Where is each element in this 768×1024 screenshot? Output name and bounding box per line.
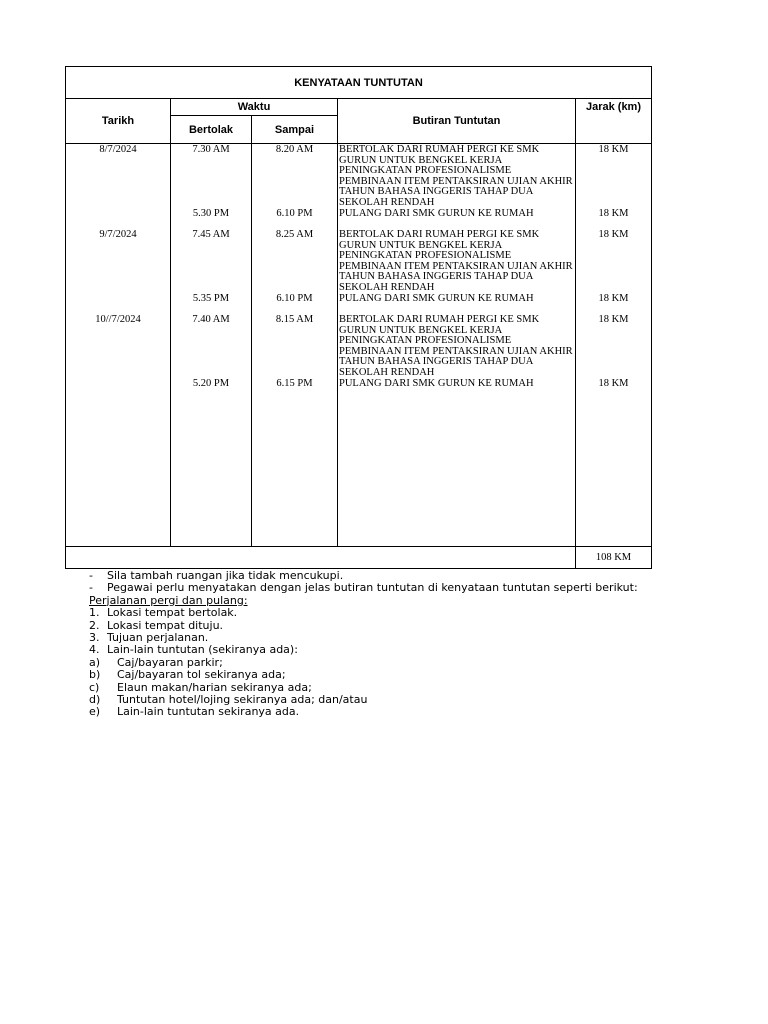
- row-arrive-time: 8.25 AM: [275, 229, 314, 240]
- row-depart-time: 7.30 AM: [192, 144, 230, 155]
- note-lettered-item: d) Tuntutan hotel/lojing sekiranya ada; dan/atau: [89, 693, 368, 707]
- row-depart-time: 7.40 AM: [192, 314, 230, 325]
- row-details: PULANG DARI SMK GURUN KE RUMAH: [339, 208, 534, 219]
- claim-notes: [89, 570, 689, 719]
- row-arrive-time: 6.10 PM: [276, 293, 313, 304]
- row-date: 9/7/2024: [99, 229, 137, 240]
- row-distance: 18 KM: [598, 229, 629, 240]
- total-label-cell: [66, 547, 576, 569]
- row-details: PULANG DARI SMK GURUN KE RUMAH: [339, 293, 534, 304]
- row-details: BERTOLAK DARI RUMAH PERGI KE SMK GURUN UNTUK BENGKEL KERJA PENINGKATAN PROFESIONALISME PEMBINAAN ITEM PENTAKSIRAN UJIAN AKHIR TAHUN BAHASA INGGERIS TAHAP DUA SEKOLAH RENDAH: [339, 144, 573, 208]
- table-title: KENYATAAN TUNTUTAN: [66, 67, 652, 99]
- note-lettered-item: b) Caj/bayaran tol sekiranya ada;: [89, 668, 286, 682]
- row-depart-time: 5.30 PM: [192, 208, 230, 219]
- row-distance: 18 KM: [598, 314, 629, 325]
- note-numbered-item: 3. Tujuan perjalanan.: [89, 631, 209, 645]
- header-waktu: Waktu: [171, 99, 338, 116]
- row-date: 8/7/2024: [99, 144, 137, 155]
- row-details: BERTOLAK DARI RUMAH PERGI KE SMK GURUN UNTUK BENGKEL KERJA PENINGKATAN PROFESIONALISME PEMBINAAN ITEM PENTAKSIRAN UJIAN AKHIR TAHUN BAHASA INGGERIS TAHAP DUA SEKOLAH RENDAH: [339, 314, 573, 378]
- row-arrive-time: 6.10 PM: [276, 208, 313, 219]
- note-numbered-item: 1. Lokasi tempat bertolak.: [89, 606, 238, 620]
- row-distance: 18 KM: [598, 144, 629, 155]
- note-lettered-item: c) Elaun makan/harian sekiranya ada;: [89, 680, 312, 694]
- row-arrive-time: 6.15 PM: [276, 378, 313, 389]
- distance-column: [576, 144, 652, 547]
- row-arrive-time: 8.15 AM: [275, 314, 314, 325]
- row-arrive-time: 8.20 AM: [275, 144, 314, 155]
- row-distance: 18 KM: [598, 378, 629, 389]
- header-sampai: Sampai: [252, 116, 338, 144]
- depart-column: [171, 144, 252, 547]
- note-bullet: - Pegawai perlu menyatakan dengan jelas butiran tuntutan di kenyataan tuntutan seperti berikut:: [89, 581, 638, 595]
- note-lettered-item: e) Lain-lain tuntutan sekiranya ada.: [89, 705, 300, 719]
- details-column: [338, 144, 576, 547]
- row-distance: 18 KM: [598, 208, 629, 219]
- row-depart-time: 7.45 AM: [192, 229, 230, 240]
- row-date: 10//7/2024: [95, 314, 141, 325]
- header-jarak: Jarak (km): [576, 99, 652, 144]
- row-details: BERTOLAK DARI RUMAH PERGI KE SMK GURUN UNTUK BENGKEL KERJA PENINGKATAN PROFESIONALISME PEMBINAAN ITEM PENTAKSIRAN UJIAN AKHIR TAHUN BAHASA INGGERIS TAHAP DUA SEKOLAH RENDAH: [339, 229, 573, 293]
- arrive-column: [252, 144, 338, 547]
- claim-statement-table: [65, 66, 652, 569]
- date-column: [66, 144, 171, 547]
- note-subheading: Perjalanan pergi dan pulang:: [89, 593, 248, 607]
- note-bullet: - Sila tambah ruangan jika tidak mencukupi.: [89, 569, 344, 582]
- header-butiran: Butiran Tuntutan: [338, 99, 576, 144]
- row-details: PULANG DARI SMK GURUN KE RUMAH: [339, 378, 534, 389]
- note-numbered-item: 2. Lokasi tempat dituju.: [89, 618, 224, 632]
- header-bertolak: Bertolak: [171, 116, 252, 144]
- row-depart-time: 5.35 PM: [192, 293, 230, 304]
- note-numbered-item: 4. Lain-lain tuntutan (sekiranya ada):: [89, 643, 298, 657]
- total-distance: 108 KM: [576, 547, 652, 569]
- header-tarikh: Tarikh: [66, 99, 171, 144]
- row-distance: 18 KM: [598, 293, 629, 304]
- row-depart-time: 5.20 PM: [192, 378, 230, 389]
- note-lettered-item: a) Caj/bayaran parkir;: [89, 655, 223, 669]
